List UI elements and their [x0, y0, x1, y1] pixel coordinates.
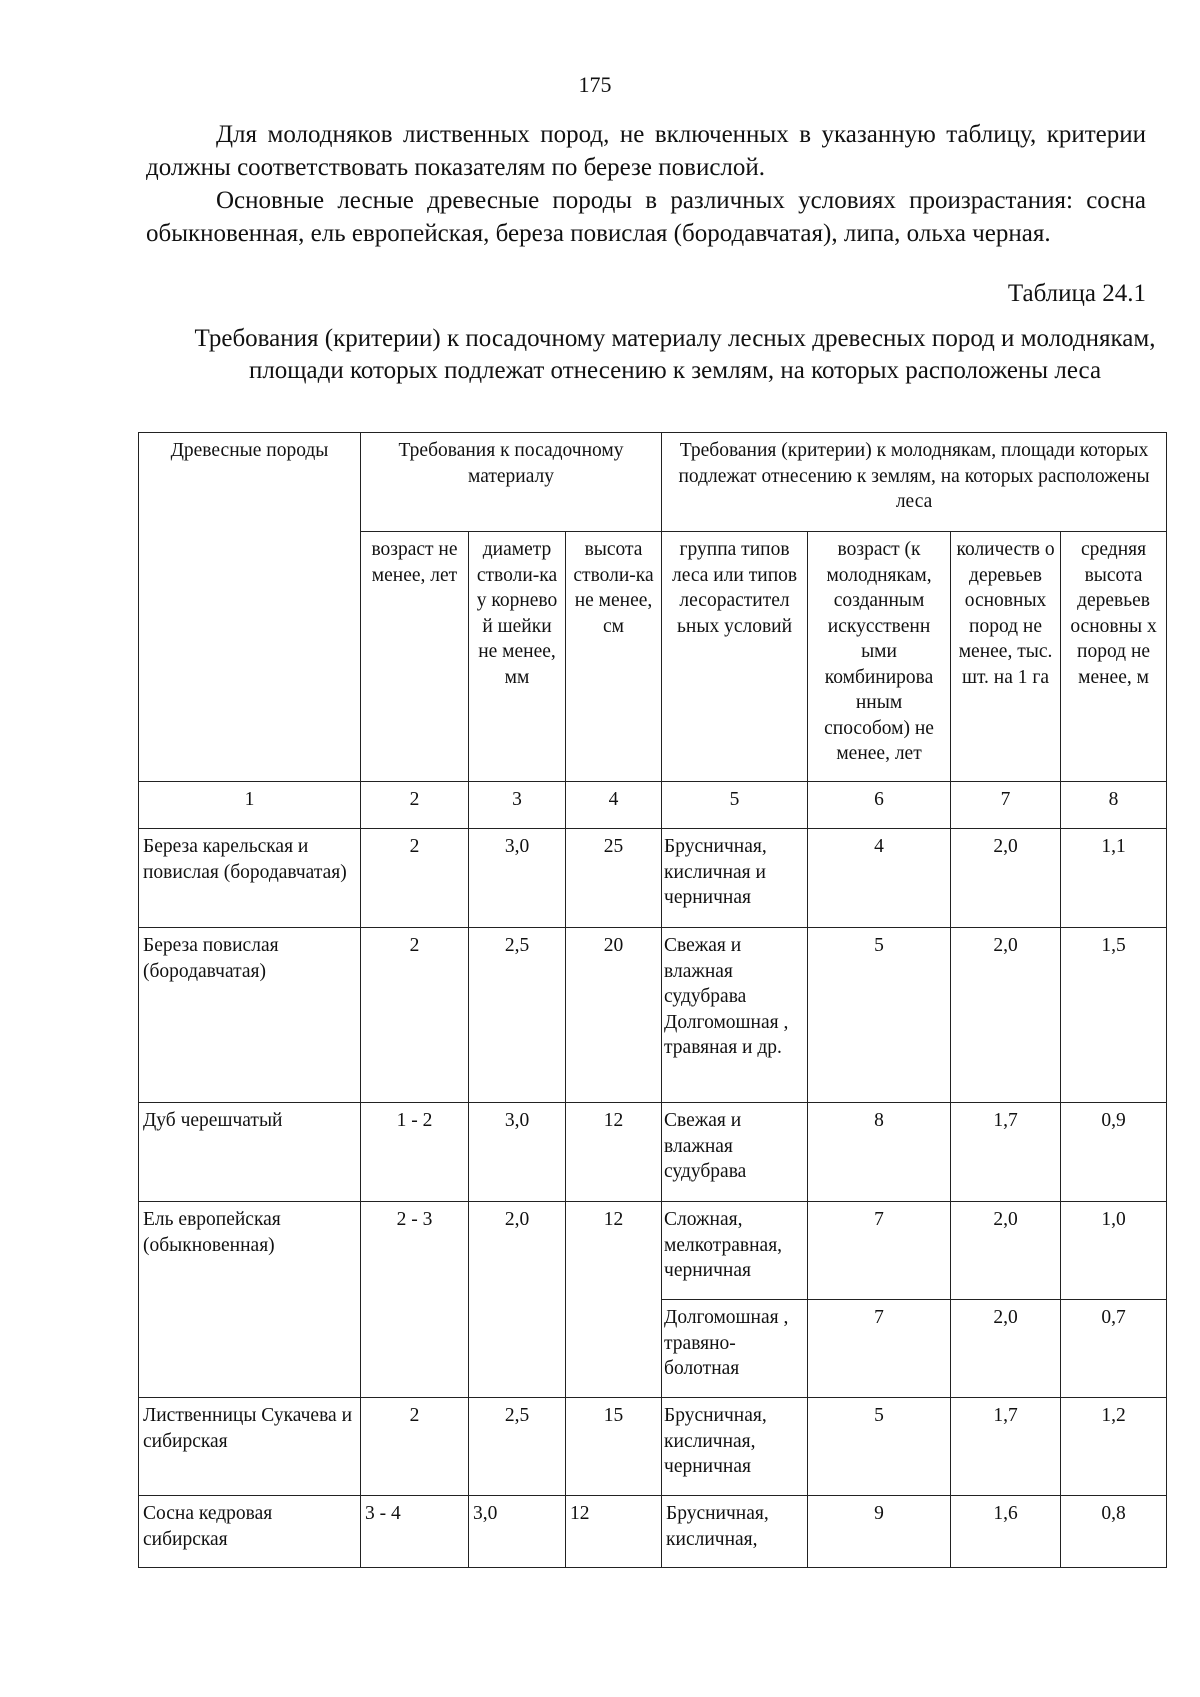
- col-number: 4: [566, 782, 662, 829]
- age-cell: 1 - 2: [361, 1103, 469, 1202]
- young-age-cell: 7: [808, 1202, 951, 1300]
- species-cell: Береза карельская и повислая (бородавчатая): [139, 829, 361, 928]
- col-header-forest-type: группа типов леса или типов лесорастител ьных условий: [662, 532, 808, 782]
- col-header-avg-height: средняя высота деревьев основны х пород не менее, м: [1061, 532, 1167, 782]
- diameter-cell: 3,0: [469, 1103, 566, 1202]
- young-age-cell: 9: [808, 1496, 951, 1568]
- age-cell: 2: [361, 829, 469, 928]
- col-header-height: высота стволи-ка не менее, см: [566, 532, 662, 782]
- count-cell: 1,6: [951, 1496, 1061, 1568]
- species-cell: Сосна кедровая сибирская: [139, 1496, 361, 1568]
- young-age-cell: 7: [808, 1300, 951, 1398]
- table-row: [139, 1202, 1167, 1300]
- avg-height-cell: 1,0: [1061, 1202, 1167, 1300]
- requirements-table: [138, 432, 1167, 1568]
- species-cell: Береза повислая (бородавчатая): [139, 928, 361, 1103]
- young-age-cell: 4: [808, 829, 951, 928]
- age-cell: 2 - 3: [361, 1202, 469, 1398]
- species-cell: Дуб черешчатый: [139, 1103, 361, 1202]
- forest-type-cell: Свежая и влажная судубрава Долгомошная , травяная и др.: [662, 928, 808, 1103]
- page-number: 175: [578, 72, 612, 97]
- count-cell: 2,0: [951, 1300, 1061, 1398]
- table-row: [139, 1398, 1167, 1496]
- forest-type-cell: Свежая и влажная судубрава: [662, 1103, 808, 1202]
- species-cell: Лиственницы Сукачева и сибирская: [139, 1398, 361, 1496]
- table-row: [139, 1103, 1167, 1202]
- header-species: Древесные породы: [139, 433, 361, 782]
- height-cell: 20: [566, 928, 662, 1103]
- forest-type-cell: Сложная, мелкотравная, черничная: [662, 1202, 808, 1300]
- avg-height-cell: 1,1: [1061, 829, 1167, 928]
- col-number: 5: [662, 782, 808, 829]
- col-header-young-age: возраст (к молоднякам, созданным искусственн ыми комбинирова нным способом) не менее, лет: [808, 532, 951, 782]
- height-cell: 12: [566, 1496, 662, 1568]
- table-row: [139, 1496, 1167, 1568]
- count-cell: 1,7: [951, 1398, 1061, 1496]
- col-number: 3: [469, 782, 566, 829]
- young-age-cell: 5: [808, 1398, 951, 1496]
- forest-type-cell: Брусничная, кисличная,: [662, 1496, 808, 1568]
- header-young: Требования (критерии) к молоднякам, площади которых подлежат отнесению к землям, на которых расположены леса: [662, 433, 1167, 532]
- forest-type-cell: Брусничная, кисличная, черничная: [662, 1398, 808, 1496]
- count-cell: 2,0: [951, 829, 1061, 928]
- header-planting: Требования к посадочному материалу: [361, 433, 662, 532]
- avg-height-cell: 0,8: [1061, 1496, 1167, 1568]
- col-header-count: количеств о деревьев основных пород не менее, тыс. шт. на 1 га: [951, 532, 1061, 782]
- col-number: 2: [361, 782, 469, 829]
- avg-height-cell: 1,2: [1061, 1398, 1167, 1496]
- col-number: 6: [808, 782, 951, 829]
- height-cell: 15: [566, 1398, 662, 1496]
- forest-type-cell: Брусничная, кисличная и черничная: [662, 829, 808, 928]
- col-number: 1: [139, 782, 361, 829]
- forest-type-cell: Долгомошная , травяно-болотная: [662, 1300, 808, 1398]
- age-cell: 2: [361, 928, 469, 1103]
- table-row: [139, 829, 1167, 928]
- height-cell: 12: [566, 1103, 662, 1202]
- diameter-cell: 2,0: [469, 1202, 566, 1398]
- count-cell: 2,0: [951, 1202, 1061, 1300]
- table-number: Таблица 24.1: [1007, 280, 1146, 307]
- young-age-cell: 5: [808, 928, 951, 1103]
- count-cell: 2,0: [951, 928, 1061, 1103]
- col-number: 8: [1061, 782, 1167, 829]
- paragraph-2: Основные лесные древесные породы в различных условиях произрастания: сосна обыкновенная, ель европейская, береза повислая (бородавчатая), липа, ольха черная.: [146, 187, 1146, 247]
- height-cell: 12: [566, 1202, 662, 1398]
- age-cell: 2: [361, 1398, 469, 1496]
- count-cell: 1,7: [951, 1103, 1061, 1202]
- table-caption: Требования (критерии) к посадочному материалу лесных древесных пород и молоднякам, площади которых подлежат отнесению к землям, на которых расположены леса: [194, 325, 1156, 384]
- col-header-age: возраст не менее, лет: [361, 532, 469, 782]
- paragraph-1: Для молодняков лиственных пород, не включенных в указанную таблицу, критерии должны соответствовать показателям по березе повислой.: [146, 121, 1146, 181]
- height-cell: 25: [566, 829, 662, 928]
- diameter-cell: 2,5: [469, 928, 566, 1103]
- diameter-cell: 3,0: [469, 1496, 566, 1568]
- diameter-cell: 3,0: [469, 829, 566, 928]
- young-age-cell: 8: [808, 1103, 951, 1202]
- avg-height-cell: 1,5: [1061, 928, 1167, 1103]
- avg-height-cell: 0,7: [1061, 1300, 1167, 1398]
- species-cell: Ель европейская (обыкновенная): [139, 1202, 361, 1398]
- col-header-diameter: диаметр стволи-ка у корнево й шейки не менее, мм: [469, 532, 566, 782]
- col-number: 7: [951, 782, 1061, 829]
- age-cell: 3 - 4: [361, 1496, 469, 1568]
- diameter-cell: 2,5: [469, 1398, 566, 1496]
- table-row: [139, 928, 1167, 1103]
- avg-height-cell: 0,9: [1061, 1103, 1167, 1202]
